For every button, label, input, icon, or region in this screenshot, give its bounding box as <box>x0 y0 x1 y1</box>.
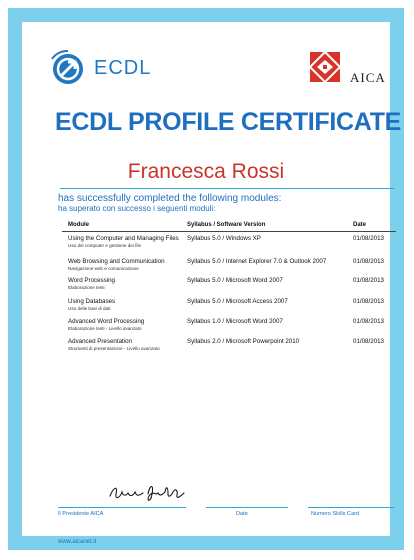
module-name-italian: Strumenti di presentazione - Livello avanzato <box>68 346 160 351</box>
module-name-italian: Elaborazione testi - Livello avanzato <box>68 326 142 331</box>
module-date: 01/08/2013 <box>353 318 384 325</box>
certificate-title: ECDL PROFILE CERTIFICATE <box>55 108 402 136</box>
module-name: Web Browsing and Communication <box>68 258 165 265</box>
president-signature <box>108 482 188 504</box>
module-name-italian: Uso delle basi di dati <box>68 306 111 311</box>
aica-logo-text: AICA <box>350 70 386 85</box>
date-label: Date <box>236 511 248 517</box>
module-name-italian: Navigazione web e comunicazione <box>68 266 139 271</box>
syllabus-version: Syllabus 5.0 / Microsoft Word 2007 <box>187 277 283 284</box>
column-header-module: Module <box>68 222 89 228</box>
table-row <box>22 318 390 338</box>
aica-mark-icon <box>304 50 348 90</box>
skills-card-line <box>308 507 394 508</box>
intro-english: has successfully completed the following modules: <box>58 193 282 204</box>
syllabus-version: Syllabus 5.0 / Microsoft Access 2007 <box>187 298 288 305</box>
table-row <box>22 258 390 278</box>
syllabus-version: Syllabus 2.0 / Microsoft Powerpoint 2010 <box>187 338 300 345</box>
module-date: 01/08/2013 <box>353 258 384 265</box>
module-name-italian: Elaborazione testi <box>68 285 105 290</box>
website-url: www.aicanet.it <box>58 539 97 545</box>
ecdl-logo-text: ECDL <box>94 57 152 79</box>
table-row <box>22 298 390 318</box>
module-name: Using Databases <box>68 298 116 305</box>
module-date: 01/08/2013 <box>353 235 384 242</box>
table-header-divider <box>62 231 396 232</box>
certificate-frame <box>8 8 404 550</box>
signature-line <box>58 507 186 508</box>
signature-label: Il Presidente AICA <box>58 511 104 517</box>
module-date: 01/08/2013 <box>353 277 384 284</box>
module-name: Using the Computer and Managing Files <box>68 235 179 242</box>
column-header-syllabus: Syllabus / Software Version <box>187 222 266 228</box>
module-name-italian: Uso del computer e gestione dei file <box>68 243 142 248</box>
module-name: Word Processing <box>68 277 115 284</box>
table-row <box>22 277 390 297</box>
syllabus-version: Syllabus 1.0 / Microsoft Word 2007 <box>187 318 283 325</box>
holder-name: Francesca Rossi <box>127 160 285 183</box>
date-line <box>206 507 288 508</box>
module-date: 01/08/2013 <box>353 298 384 305</box>
syllabus-version: Syllabus 5.0 / Internet Explorer 7.0 & Outlook 2007 <box>187 258 327 265</box>
name-divider <box>60 188 394 189</box>
ecdl-globe-icon <box>48 49 92 89</box>
ecdl-logo <box>48 49 158 89</box>
module-name: Advanced Word Processing <box>68 318 145 325</box>
syllabus-version: Syllabus 5.0 / Windows XP <box>187 235 261 242</box>
table-row <box>22 338 390 358</box>
module-date: 01/08/2013 <box>353 338 384 345</box>
aica-logo <box>304 50 398 90</box>
table-row <box>22 235 390 255</box>
intro-italian: ha superato con successo i seguenti moduli: <box>58 204 216 213</box>
skills-card-label: Numero Skills Card <box>311 511 360 517</box>
module-name: Advanced Presentation <box>68 338 132 345</box>
column-header-date: Date <box>353 222 367 228</box>
